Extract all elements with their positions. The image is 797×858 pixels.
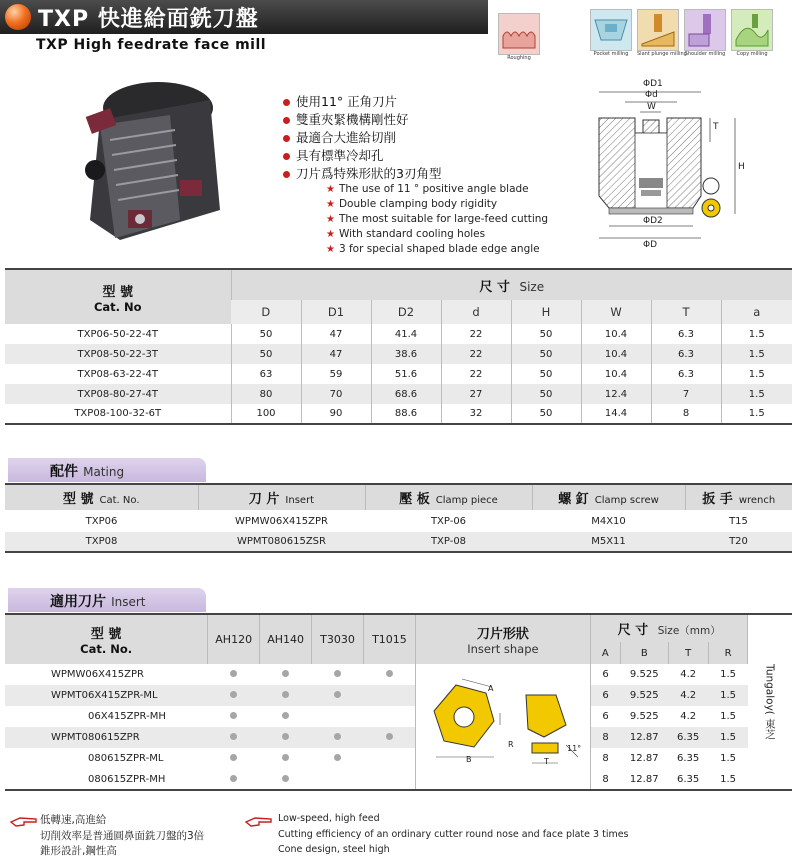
availability-dot <box>230 670 237 677</box>
insert-size-header: 尺 寸 Size（mm） <box>590 614 748 642</box>
grade-header-3: T3030 <box>312 614 364 664</box>
bullet-icon <box>283 171 290 178</box>
footer-en-2: Cutting efficiency of an ordinary cutter round nose and face plate 3 times <box>278 829 629 840</box>
availability-dot <box>282 712 289 719</box>
mating-header-clamp: 壓 板 Clamp piece <box>365 484 532 510</box>
availability-dot <box>334 691 341 698</box>
availability-dot <box>282 775 289 782</box>
insert-cat-header: 型 號 Cat. No. <box>5 614 208 664</box>
feature-en-1: ★ The use of 11 ° positive angle blade <box>326 183 529 195</box>
col-header-D1: D1 <box>301 300 371 324</box>
cat-no-header: 型 號 Cat. No <box>5 269 231 324</box>
size-col-B: B <box>620 642 668 664</box>
col-header-H: H <box>511 300 581 324</box>
dim-od-label: Φd <box>645 90 658 100</box>
operation-copy <box>731 9 773 57</box>
insert-tab: 適用刀片 Insert <box>8 588 206 612</box>
operation-roughing <box>498 13 540 61</box>
footer-en-3: Cone design, steel high <box>278 844 390 855</box>
col-header-D2: D2 <box>371 300 441 324</box>
page-title: TXP 快進給面銑刀盤 <box>38 7 259 32</box>
size-col-T: T <box>668 642 708 664</box>
insert-shape-header: 刀片形狀 Insert shape <box>415 614 590 664</box>
size-col-A: A <box>590 642 620 664</box>
table-row: TXP08-50-22-3T 50 47 38.6 22 50 10.4 6.3 1.5 <box>5 344 792 364</box>
insert-table <box>5 613 792 791</box>
footer-hand-icon-en <box>245 813 273 832</box>
dim-h-label: H <box>738 162 745 172</box>
table-row: WPMT06X415ZPR-ML 6 9.525 4.2 1.5 <box>5 685 792 706</box>
table-row: TXP06-50-22-4T 50 47 41.4 22 50 10.4 6.3 1.5 <box>5 324 792 344</box>
table-row: TXP08 WPMT080615ZSR TXP-08 M5X11 T20 <box>5 532 792 552</box>
availability-dot <box>230 733 237 740</box>
mating-header-wrench: 扳 手 wrench <box>702 492 776 507</box>
star-icon: ★ <box>326 229 335 240</box>
insert-shape-drawing <box>415 664 590 790</box>
product-image <box>60 70 230 255</box>
pocket-milling-icon <box>590 9 632 51</box>
star-icon: ★ <box>326 184 335 195</box>
dim-od1-label: ΦD1 <box>643 79 663 89</box>
footer-en-1: Low-speed, high feed <box>278 813 380 824</box>
operation-shoulder <box>684 9 726 57</box>
grade-header-4: T1015 <box>363 614 415 664</box>
mating-header-screw: 螺 釘 Clamp screw <box>532 484 685 510</box>
mating-header-insert: 刀 片 Insert <box>198 484 365 510</box>
feature-zh-3: 最適合大進給切削 <box>283 128 396 146</box>
operation-sublabel: Roughing <box>507 55 531 61</box>
maker-cell <box>748 614 792 790</box>
grade-header-1: AH120 <box>208 614 260 664</box>
col-header-W: W <box>581 300 651 324</box>
table-row: WPMW06X415ZPR 6 9.525 4.2 1.5 <box>5 664 792 685</box>
col-header-d: d <box>441 300 511 324</box>
feature-en-5: ★ 3 for special shaped blade edge angle <box>326 243 540 255</box>
operation-sublabel: Shoulder milling <box>684 51 726 57</box>
copy-milling-icon <box>731 9 773 51</box>
col-header-D: D <box>231 300 301 324</box>
availability-dot <box>282 733 289 740</box>
bullet-icon <box>283 99 290 106</box>
availability-dot <box>282 691 289 698</box>
dim-oD-label: ΦD <box>643 240 658 250</box>
availability-dot <box>334 670 341 677</box>
table-row: 06X415ZPR-MH 6 9.525 4.2 1.5 <box>88 711 736 722</box>
table-row: 080615ZPR-MH 8 12.87 6.35 1.5 <box>88 773 736 785</box>
availability-dot <box>282 670 289 677</box>
slant-plunge-icon <box>637 9 679 51</box>
header-orb-icon <box>5 4 31 30</box>
bullet-icon <box>283 117 290 124</box>
footer-zh-2: 切削效率是普通圓鼻面銑刀盤的3倍 <box>40 830 205 842</box>
feature-zh-2: 雙重夾緊機構剛性好 <box>283 110 409 128</box>
table-row: 080615ZPR-ML 8 12.87 6.35 1.5 <box>88 753 736 764</box>
availability-dot <box>230 712 237 719</box>
star-icon: ★ <box>326 244 335 255</box>
operation-sublabel: Pocket milling <box>593 51 629 57</box>
footer-zh-3: 錐形設計,鋼性高 <box>40 845 117 857</box>
bullet-icon <box>283 153 290 160</box>
operation-slant <box>637 9 687 57</box>
grade-header-2: AH140 <box>260 614 312 664</box>
star-icon: ★ <box>326 199 335 210</box>
footer-hand-icon-zh <box>10 813 38 832</box>
availability-dot <box>386 733 393 740</box>
col-header-T: T <box>651 300 721 324</box>
feature-en-4: ★ With standard cooling holes <box>326 228 486 240</box>
feature-zh-4: 具有標準冷却孔 <box>283 146 384 164</box>
feature-en-3: ★ The most suitable for large-feed cutting <box>326 213 549 225</box>
operation-pocket <box>590 9 632 57</box>
availability-dot <box>282 754 289 761</box>
shape-label-a: A <box>488 684 494 693</box>
dim-w-label: W <box>647 102 656 112</box>
dim-od2-label: ΦD2 <box>643 216 663 226</box>
col-header-a: a <box>721 300 792 324</box>
footer-zh-1: 低轉速,高進給 <box>40 814 107 826</box>
table-row: TXP08-63-22-4T 63 59 51.6 22 50 10.4 6.3 1.5 <box>5 364 792 384</box>
availability-dot <box>334 733 341 740</box>
page-subtitle: TXP High feedrate face mill <box>36 37 267 53</box>
size-col-R: R <box>708 642 748 664</box>
availability-dot <box>230 691 237 698</box>
dim-t-label: T <box>713 122 719 132</box>
feature-zh-5: 刀片爲特殊形狀的3刃角型 <box>283 164 441 182</box>
star-icon: ★ <box>326 214 335 225</box>
feature-en-2: ★ Double clamping body rigidity <box>326 198 498 210</box>
shape-label-b: B <box>466 755 472 764</box>
roughing-icon <box>498 13 540 55</box>
shape-label-t: T <box>544 757 549 766</box>
availability-dot <box>386 670 393 677</box>
shape-label-r: R <box>508 740 514 749</box>
mating-table <box>5 483 792 553</box>
bullet-icon <box>283 135 290 142</box>
mating-tab: 配件 Mating <box>8 458 206 482</box>
availability-dot <box>230 775 237 782</box>
operation-sublabel: Slant plunge milling <box>637 51 687 57</box>
table-row: TXP08-100-32-6T 100 90 88.6 32 50 14.4 8 1.5 <box>5 404 792 424</box>
operation-sublabel: Copy milling <box>736 51 768 57</box>
maker-label: Tungaloy( 東芝 <box>763 664 776 740</box>
feature-zh-1: 使用11° 正角刀片 <box>283 92 397 110</box>
availability-dot <box>334 754 341 761</box>
size-header: 尺 寸 Size <box>231 269 792 300</box>
shape-label-angle: 11° <box>567 744 582 753</box>
dimension-drawing <box>585 78 775 258</box>
table-row: WPMT080615ZPR 8 12.87 6.35 1.5 <box>5 727 792 748</box>
mating-header-cat: 型 號 Cat. No. <box>5 484 198 510</box>
shoulder-milling-icon <box>684 9 726 51</box>
table-row: TXP08-80-27-4T 80 70 68.6 27 50 12.4 7 1.5 <box>5 384 792 404</box>
table-row: TXP06 WPMW06X415ZPR TXP-06 M4X10 T15 <box>85 515 748 527</box>
size-table <box>5 268 792 425</box>
availability-dot <box>230 754 237 761</box>
